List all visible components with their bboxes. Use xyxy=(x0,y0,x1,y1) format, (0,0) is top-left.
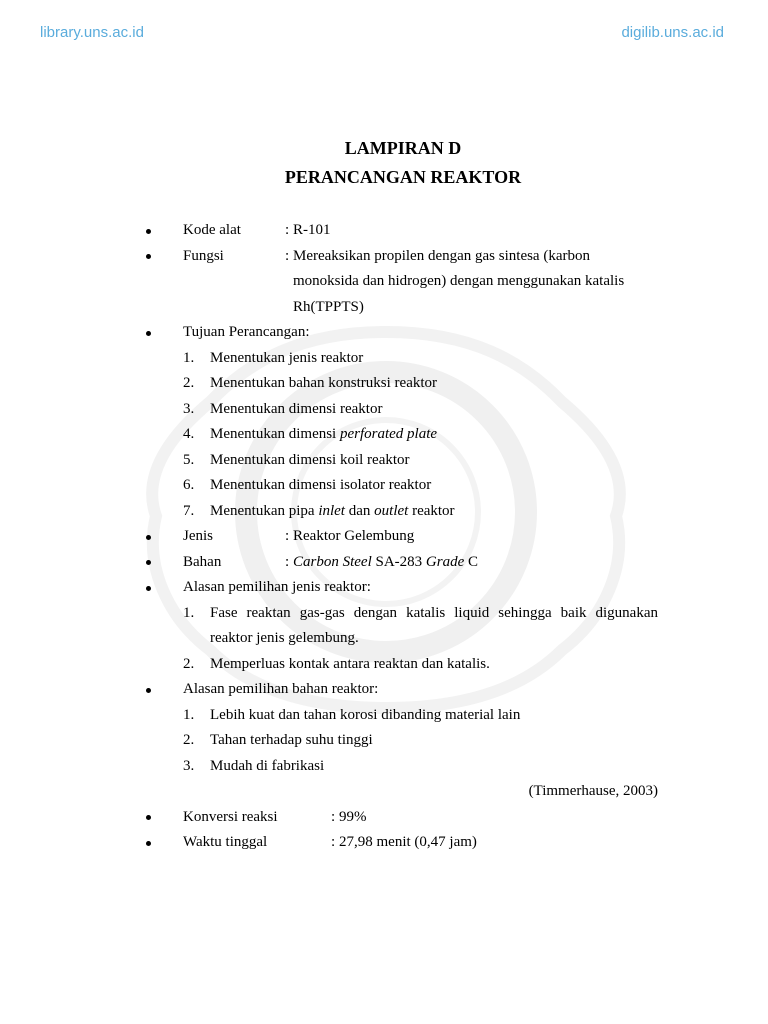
list-item xyxy=(0,728,768,754)
list-item xyxy=(0,422,768,448)
item-number: 5. xyxy=(183,451,195,468)
appendix-subtitle: PERANCANGAN REAKTOR xyxy=(284,167,522,187)
item-number: 3. xyxy=(183,757,195,774)
list-item xyxy=(0,652,768,678)
bullet xyxy=(146,331,151,336)
section-heading: Tujuan Perancangan: xyxy=(183,324,310,340)
library-link[interactable]: library.uns.ac.id xyxy=(40,24,144,41)
spec-separator: : xyxy=(331,834,336,850)
spec-separator: : xyxy=(285,222,290,238)
spec-separator: : xyxy=(285,528,290,544)
item-text-part: Menentukan dimensi xyxy=(210,426,340,442)
bullet xyxy=(146,560,151,565)
citation: (Timmerhause, 2003) xyxy=(528,783,658,799)
item-number: 4. xyxy=(183,426,195,442)
list-item xyxy=(0,473,768,499)
spec-label: Konversi reaksi xyxy=(183,808,278,825)
spec-fungsi-cont xyxy=(0,295,768,321)
item-number: 1. xyxy=(183,604,195,621)
item-text-italic: outlet xyxy=(374,502,409,519)
value-part: SA-283 xyxy=(371,553,426,570)
citation-row xyxy=(0,779,768,805)
item-text: Memperluas kontak antara reaktan dan katalis. xyxy=(210,655,490,672)
item-text-italic: perforated plate xyxy=(339,426,438,442)
section-alasan-jenis-heading xyxy=(0,575,768,601)
section-alasan-bahan-heading xyxy=(0,677,768,703)
value-italic: Carbon Steel xyxy=(293,553,372,570)
item-text: Menentukan dimensi koil reaktor xyxy=(210,451,410,468)
item-number: 7. xyxy=(183,502,195,519)
item-text: Menentukan jenis reaktor xyxy=(210,349,364,366)
spec-kode-alat xyxy=(0,218,768,244)
bullet xyxy=(146,841,151,846)
spec-value-line: monoksida dan hidrogen) dengan menggunakan katalis xyxy=(293,273,625,289)
spec-konversi xyxy=(0,805,768,831)
bullet xyxy=(146,254,151,259)
value-part: C xyxy=(464,553,479,570)
spec-label: Fungsi xyxy=(183,247,224,264)
spec-label: Jenis xyxy=(183,528,213,544)
item-text: Tahan terhadap suhu tinggi xyxy=(210,732,373,748)
spec-value-line: Mereaksikan propilen dengan gas sintesa (karbon xyxy=(293,247,590,264)
item-number: 1. xyxy=(183,349,195,366)
spec-jenis xyxy=(0,524,768,550)
item-number: 6. xyxy=(183,477,195,493)
item-text-part: Menentukan pipa xyxy=(210,502,319,519)
item-text: reaktor jenis gelembung. xyxy=(210,630,359,646)
bullet xyxy=(146,815,151,820)
list-item-cont xyxy=(0,626,768,652)
item-text: Menentukan dimensi isolator reaktor xyxy=(210,477,432,493)
list-item xyxy=(0,397,768,423)
item-text: Lebih kuat dan tahan korosi dibanding material lain xyxy=(210,706,521,723)
item-text-part: reaktor xyxy=(408,502,455,519)
spec-value: 99% xyxy=(339,808,367,825)
section-heading: Alasan pemilihan jenis reaktor: xyxy=(183,579,371,595)
digilib-link[interactable]: digilib.uns.ac.id xyxy=(621,24,724,41)
spec-separator: : xyxy=(331,808,336,825)
spec-bahan xyxy=(0,550,768,576)
spec-value: 27,98 menit (0,47 jam) xyxy=(339,834,477,850)
spec-value xyxy=(293,550,478,576)
spec-fungsi xyxy=(0,244,768,270)
spec-value: Reaktor Gelembung xyxy=(293,528,415,544)
item-text xyxy=(210,499,455,525)
spec-value-line: Rh(TPPTS) xyxy=(293,298,364,315)
bullet xyxy=(146,229,151,234)
list-item xyxy=(0,346,768,372)
item-text xyxy=(210,422,437,448)
item-text: Menentukan dimensi reaktor xyxy=(210,400,383,417)
list-item xyxy=(0,754,768,780)
spec-separator: : xyxy=(285,553,290,570)
spec-label: Kode alat xyxy=(183,222,241,238)
item-text: Menentukan bahan konstruksi reaktor xyxy=(210,375,438,391)
section-heading: Alasan pemilihan bahan reaktor: xyxy=(183,681,379,697)
spec-fungsi-cont xyxy=(0,269,768,295)
list-item xyxy=(0,601,768,627)
list-item xyxy=(0,448,768,474)
item-number: 3. xyxy=(183,400,195,417)
appendix-title: LAMPIRAN D xyxy=(344,138,462,158)
value-italic: Grade xyxy=(425,553,465,570)
spec-value: R-101 xyxy=(293,222,331,238)
item-number: 1. xyxy=(183,706,195,723)
spec-label: Waktu tinggal xyxy=(183,834,268,850)
list-item xyxy=(0,371,768,397)
item-text: Mudah di fabrikasi xyxy=(210,757,325,774)
spec-waktu-tinggal xyxy=(0,830,768,856)
list-item xyxy=(0,703,768,729)
reactor-spec-list xyxy=(0,218,768,856)
item-text-justified: Fase reaktan gas-gas dengan katalis liquid sehingga baik digunakan xyxy=(210,604,658,621)
spec-label: Bahan xyxy=(183,553,222,570)
section-tujuan-heading xyxy=(0,320,768,346)
list-item xyxy=(0,499,768,525)
item-number: 2. xyxy=(183,732,195,748)
bullet xyxy=(146,586,151,591)
bullet xyxy=(146,535,151,540)
spec-separator: : xyxy=(285,247,290,264)
bullet xyxy=(146,688,151,693)
item-number: 2. xyxy=(183,375,195,391)
item-text-part: dan xyxy=(344,502,375,519)
item-text-italic: inlet xyxy=(318,502,345,519)
item-number: 2. xyxy=(183,655,195,672)
